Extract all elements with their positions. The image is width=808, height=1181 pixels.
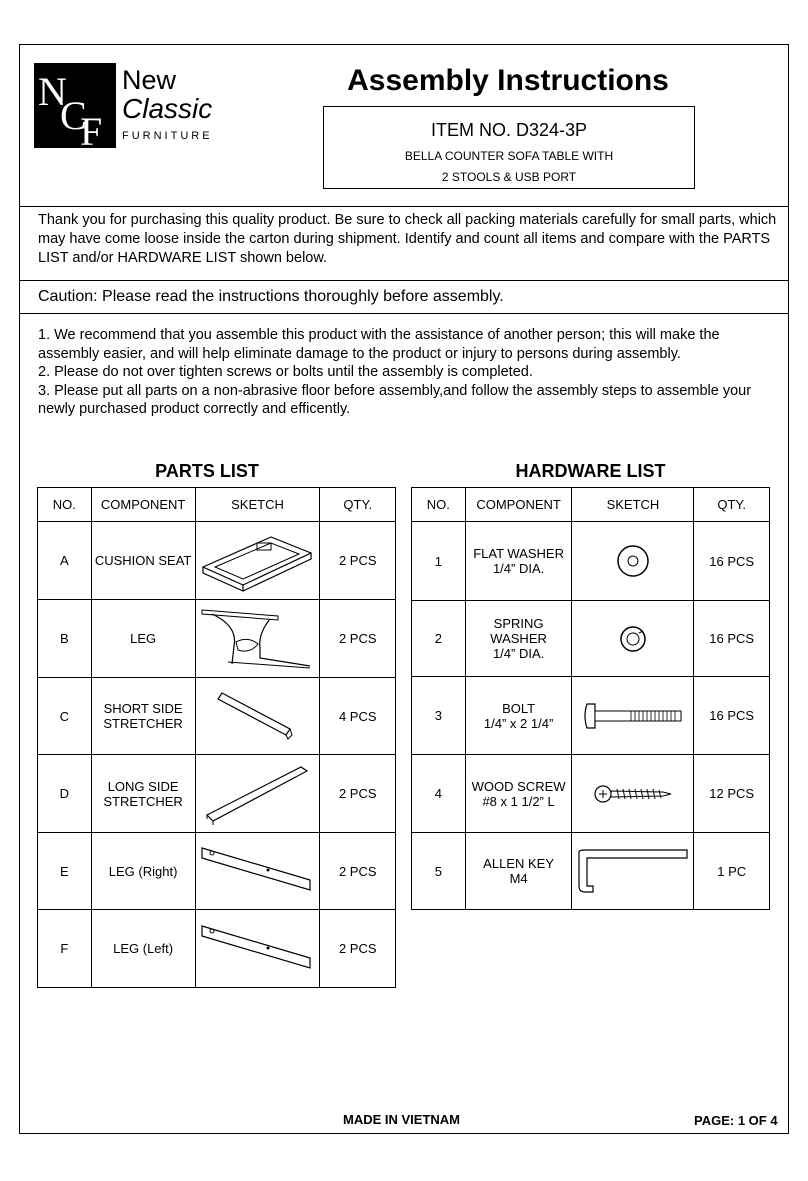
part-component: LEG [91, 600, 195, 678]
hardware-component [465, 833, 572, 910]
page-title: Assembly Instructions [347, 64, 669, 97]
hardware-qty: 16 PCS [694, 522, 770, 601]
svg-text:F: F [80, 109, 103, 148]
table-row [412, 601, 770, 677]
divider [19, 206, 789, 207]
col-header: SKETCH [572, 488, 694, 522]
recommendation-item: 1. We recommend that you assemble this product with the assistance of another person; this will make the assembly easier, and will help eliminate damage to the product or injury to persons during assembly. [38, 327, 720, 362]
hardware-no: 3 [412, 677, 466, 755]
table-row [38, 833, 396, 910]
brand-logo [34, 63, 242, 148]
component-line: 1/4” x 2 1/4” [483, 715, 554, 731]
part-qty: 2 PCS [320, 833, 396, 910]
divider [19, 280, 789, 281]
hardware-table [411, 487, 770, 910]
brand-word-classic: Classic [122, 93, 213, 124]
parts-list-title: PARTS LIST [155, 461, 259, 481]
recommendation-item: 2. Please do not over tighten screws or bolts until the assembly is completed. [38, 364, 533, 380]
table-row [38, 522, 396, 600]
part-no: E [38, 833, 92, 910]
col-header: NO. [412, 488, 466, 522]
hardware-qty: 16 PCS [694, 677, 770, 755]
part-qty: 2 PCS [320, 522, 396, 600]
item-box [323, 106, 695, 189]
leg-frame-sketch [195, 600, 320, 678]
item-desc-line1: BELLA COUNTER SOFA TABLE WITH [404, 149, 614, 163]
hardware-no: 5 [412, 833, 466, 910]
col-header: NO. [38, 488, 92, 522]
hardware-qty: 1 PC [694, 833, 770, 910]
divider [19, 313, 789, 314]
intro-text: Thank you for purchasing this quality product. Be sure to check all packing materials carefully for small parts, which may have come loose inside the carton during shipment. Identify and count all items and compare with the PARTS LIST and/or HARDWARE LIST shown below. [38, 212, 777, 266]
component-line: 1/4” DIA. [492, 646, 545, 661]
brand-word-furniture: FURNITURE [122, 130, 213, 142]
table-row [412, 833, 770, 910]
hardware-component [465, 677, 572, 755]
recommendation-item: 3. Please put all parts on a non-abrasive floor before assembly,and follow the assembly steps to assemble your newly purchased product correctly and efficently. [38, 382, 752, 417]
svg-text:N: N [38, 69, 67, 114]
part-qty: 2 PCS [320, 755, 396, 833]
hardware-component [465, 522, 572, 601]
part-qty: 2 PCS [320, 600, 396, 678]
table-row [38, 600, 396, 678]
part-component: LEG (Left) [91, 910, 195, 988]
component-line: #8 x 1 1/2” L [482, 793, 555, 809]
table-row [412, 755, 770, 833]
page-number: PAGE: 1 OF 4 [694, 1113, 778, 1128]
table-row [38, 678, 396, 755]
made-in-label: MADE IN VIETNAM [343, 1112, 460, 1127]
hardware-no: 1 [412, 522, 466, 601]
hardware-no: 2 [412, 601, 466, 677]
part-no: B [38, 600, 92, 678]
hardware-no: 4 [412, 755, 466, 833]
part-no: D [38, 755, 92, 833]
part-component: LONG SIDE STRETCHER [91, 755, 195, 833]
component-line: M4 [509, 871, 528, 886]
leg-bar-sketch [195, 910, 320, 988]
col-header: QTY. [694, 488, 770, 522]
hardware-list-title: HARDWARE LIST [515, 461, 666, 481]
col-header: COMPONENT [91, 488, 195, 522]
short-stretcher-sketch [195, 678, 320, 755]
hardware-qty: 16 PCS [694, 601, 770, 677]
item-number: ITEM NO. D324-3P [430, 120, 588, 140]
table-header-row [38, 488, 396, 522]
table-header-row [412, 488, 770, 522]
allen-key-sketch [572, 833, 694, 910]
component-line: 1/4” DIA. [492, 561, 545, 576]
part-qty: 2 PCS [320, 910, 396, 988]
hardware-component [465, 601, 572, 677]
leg-bar-sketch [195, 833, 320, 910]
component-line: ALLEN KEY [483, 856, 554, 871]
col-header: COMPONENT [465, 488, 572, 522]
component-line: SPRING [493, 616, 544, 631]
recommendations [38, 326, 784, 419]
spring-washer-sketch [572, 601, 694, 677]
monogram-mark [34, 63, 116, 148]
component-line: BOLT [502, 700, 536, 716]
brand-word-new: New [122, 65, 177, 95]
table-row [412, 677, 770, 755]
parts-table [37, 487, 396, 988]
component-line: WASHER [490, 631, 547, 646]
table-row [38, 910, 396, 988]
col-header: SKETCH [195, 488, 320, 522]
svg-text:C: C [60, 93, 87, 138]
flat-washer-sketch [572, 522, 694, 601]
part-component: LEG (Right) [91, 833, 195, 910]
table-row [412, 522, 770, 601]
part-qty: 4 PCS [320, 678, 396, 755]
cushion-seat-sketch [195, 522, 320, 600]
hardware-qty: 12 PCS [694, 755, 770, 833]
part-no: F [38, 910, 92, 988]
component-line: FLAT WASHER [473, 546, 564, 561]
part-no: A [38, 522, 92, 600]
caution-text: Caution: Please read the instructions thoroughly before assembly. [38, 288, 504, 305]
item-desc-line2: 2 STOOLS & USB PORT [441, 170, 577, 184]
part-component: CUSHION SEAT [91, 522, 195, 600]
table-row [38, 755, 396, 833]
hardware-component [465, 755, 572, 833]
part-component: SHORT SIDE STRETCHER [91, 678, 195, 755]
wood-screw-sketch [572, 755, 694, 833]
component-line: WOOD SCREW [471, 778, 566, 794]
bolt-sketch [572, 677, 694, 755]
part-no: C [38, 678, 92, 755]
col-header: QTY. [320, 488, 396, 522]
long-stretcher-sketch [195, 755, 320, 833]
